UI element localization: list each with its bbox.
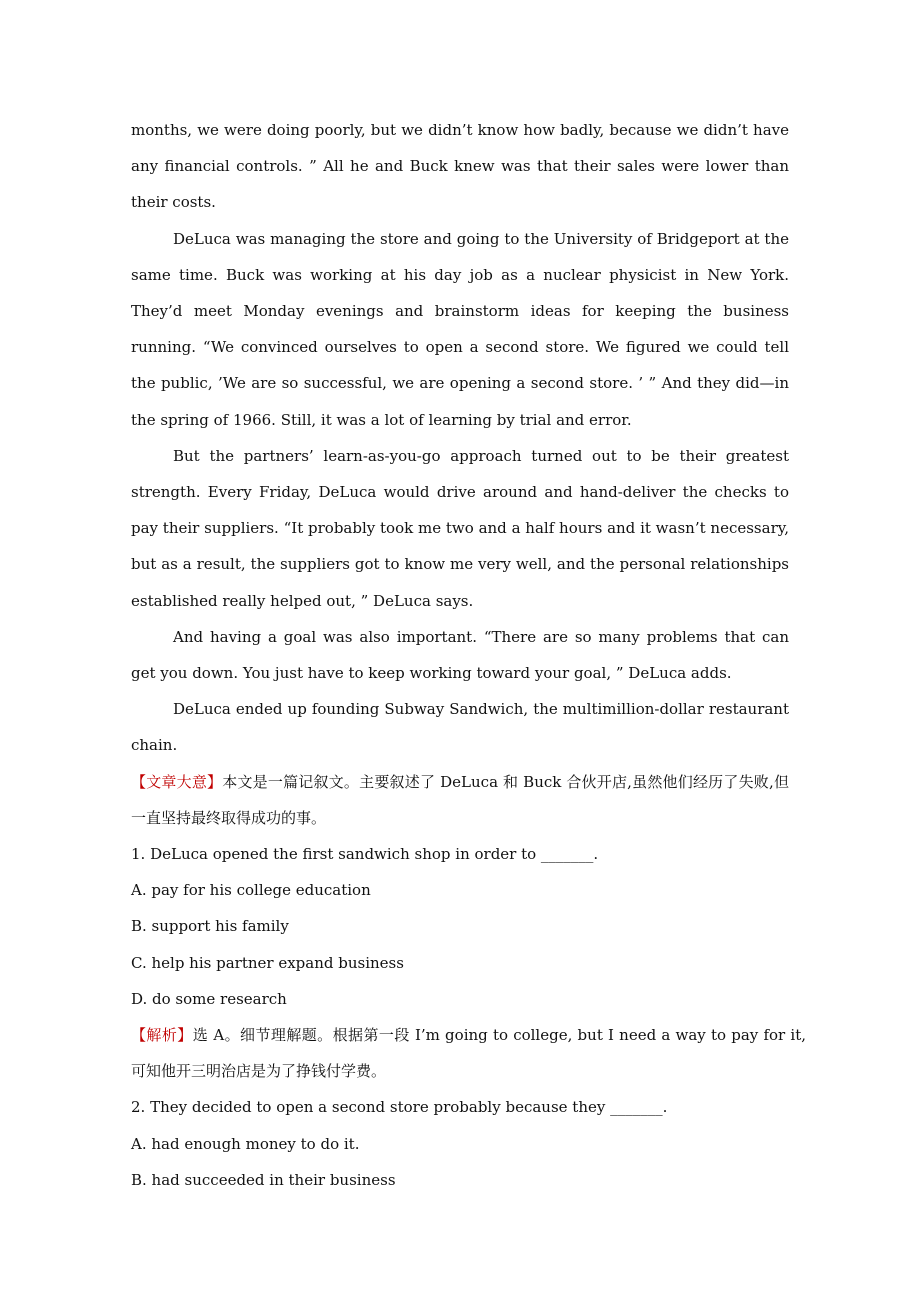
question-2-option-a: A. had enough money to do it. [131, 1134, 360, 1153]
question-1-option-d: D. do some research [131, 989, 287, 1008]
summary-tag: 【文章大意】 [131, 772, 223, 791]
question-2-stem: 2. They decided to open a second store probably because they _______. [131, 1098, 668, 1117]
question-2-option-b: B. had succeeded in their business [131, 1170, 396, 1189]
question-1-option-b: B. support his family [131, 917, 289, 936]
passage-paragraph-3: But the partners’ learn-as-you-go approach turned out to be their greatest strength. Every Friday, DeLuca would drive around and hand-deliver the checks to pay their suppliers. “It probably took me two and a half hours and it wasn’t necessary, but as a result, the suppliers got to know me very well, and the personal relationships established really helped out, ” DeLuca says. [131, 446, 789, 610]
passage-paragraph-4: And having a goal was also important. “There are so many problems that can get you down. You just have to keep working toward your goal, ” DeLuca adds. [131, 627, 789, 683]
passage-paragraph-5: DeLuca ended up founding Subway Sandwich, the multimillion-dollar restaurant chain. [131, 700, 789, 755]
summary-text: 本文是一篇记叙文。主要叙述了 DeLuca 和 Buck 合伙开店,虽然他们经历了失败,但一直坚持最终取得成功的事。 [131, 772, 789, 827]
question-1-option-a: A. pay for his college education [131, 881, 371, 900]
analysis-tag: 【解析】 [131, 1026, 193, 1045]
document-page [131, 112, 806, 1198]
analysis-text: 选 A。细节理解题。根据第一段 I’m going to college, but I need a way to pay for it, 可知他开三明治店是为了挣钱付学费。 [131, 1026, 806, 1081]
question-1-stem: 1. DeLuca opened the first sandwich shop in order to _______. [131, 845, 599, 864]
summary-paragraph [131, 764, 789, 836]
question-1-analysis [131, 1017, 806, 1089]
passage-paragraph-2: DeLuca was managing the store and going to the University of Bridgeport at the same time. Buck was working at his day job as a nuclear physicist in New York. They’d meet Monday evenings and brainstorm ideas for keeping the business running. “We convinced ourselves to open a second store. We figured we could tell the public, ’We are so successful, we are opening a second store. ’ ” And they did—in the spring of 1966. Still, it was a lot of learning by trial and error. [131, 229, 789, 429]
passage-paragraph-1: months, we were doing poorly, but we didn’t know how badly, because we didn’t have any financial controls. ” All he and Buck knew was that their sales were lower than their costs. [131, 121, 789, 212]
question-1-option-c: C. help his partner expand business [131, 953, 404, 972]
